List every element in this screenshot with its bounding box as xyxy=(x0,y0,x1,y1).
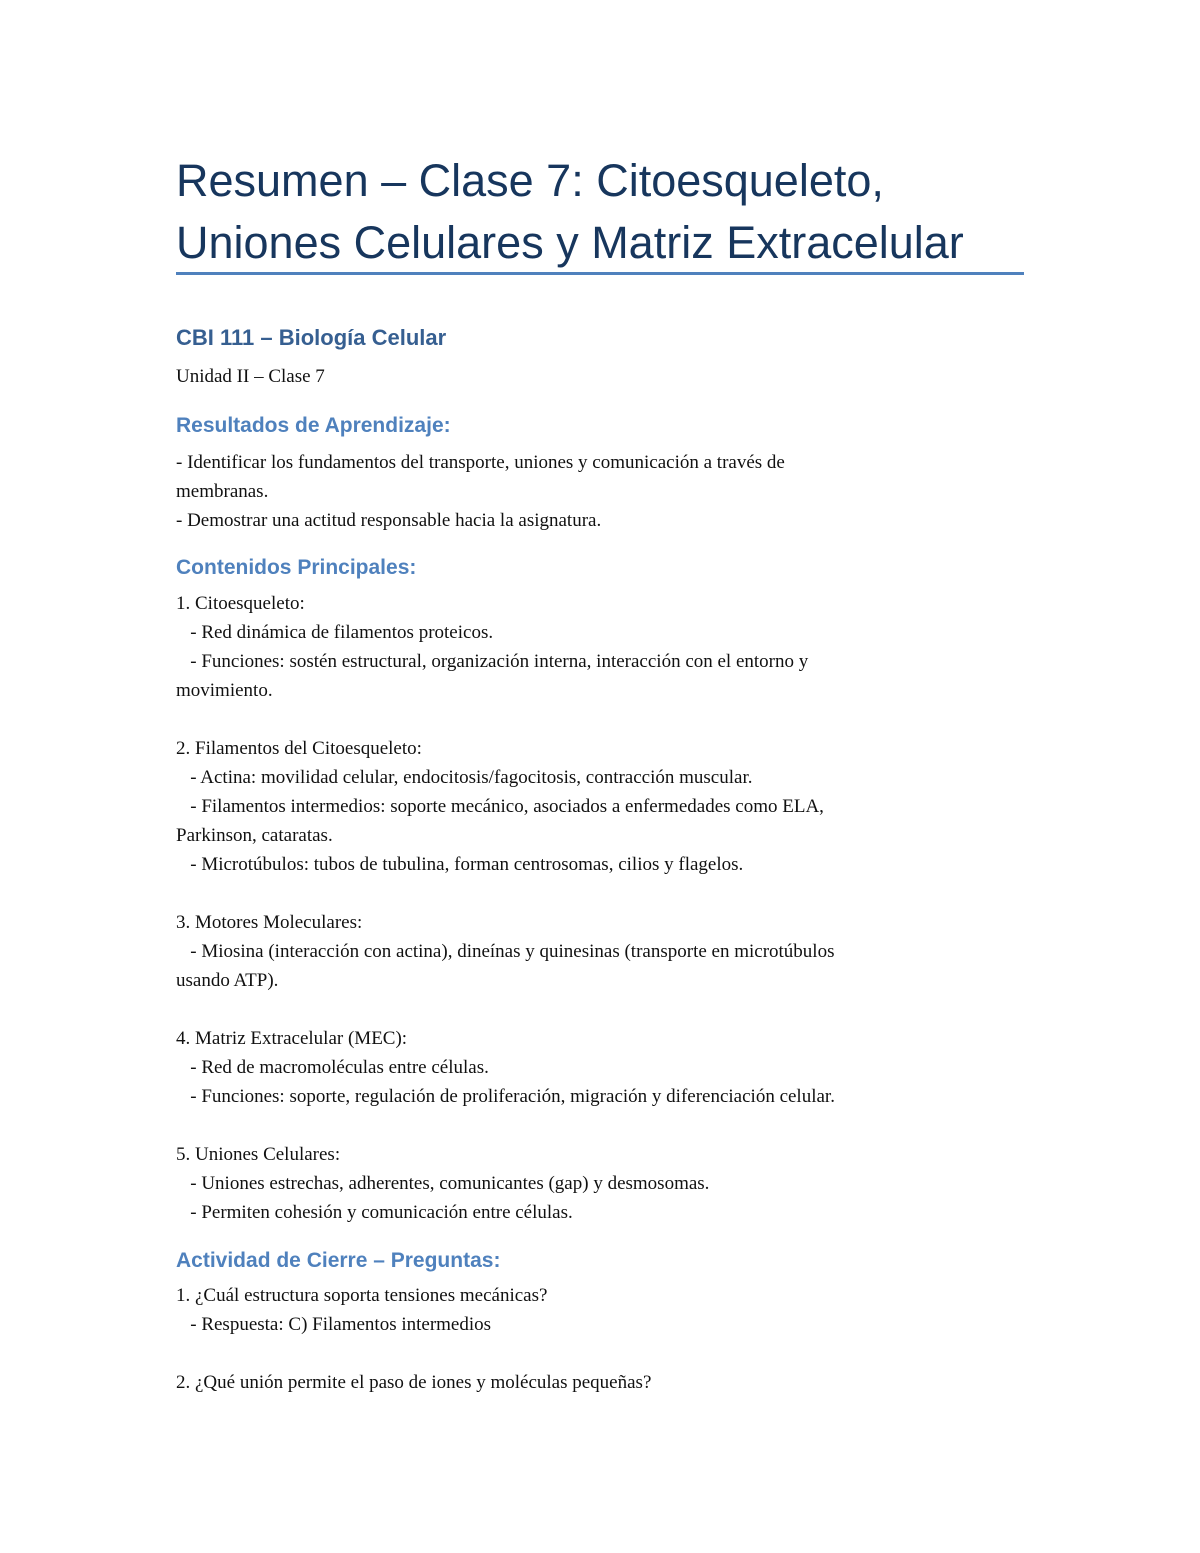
activity-line: 2. ¿Qué unión permite el paso de iones y moléculas pequeñas? xyxy=(176,1372,652,1393)
title-underline xyxy=(176,272,1024,275)
objectives-heading: Resultados de Aprendizaje: xyxy=(176,414,451,437)
course-name: CBI 111 – Biología Celular xyxy=(176,325,447,350)
content-line: - Red de macromoléculas entre células. xyxy=(176,1057,489,1078)
content-line: - Microtúbulos: tubos de tubulina, forman centrosomas, cilios y flagelos. xyxy=(176,854,744,875)
content-line: - Permiten cohesión y comunicación entre células. xyxy=(176,1202,573,1223)
content-line: Parkinson, cataratas. xyxy=(176,825,333,846)
content-line: - Actina: movilidad celular, endocitosis/fagocitosis, contracción muscular. xyxy=(176,767,753,788)
content-line: - Red dinámica de filamentos proteicos. xyxy=(176,622,494,643)
document-title xyxy=(176,150,1056,274)
content-line: usando ATP). xyxy=(176,970,279,991)
content-line: - Funciones: soporte, regulación de proliferación, migración y diferenciación celular. xyxy=(176,1086,835,1107)
content-line: 4. Matriz Extracelular (MEC): xyxy=(176,1028,408,1049)
contents-heading: Contenidos Principales: xyxy=(176,556,417,579)
objective-line: - Identificar los fundamentos del transporte, uniones y comunicación a través de xyxy=(176,452,785,473)
content-line: - Uniones estrechas, adherentes, comunicantes (gap) y desmosomas. xyxy=(176,1173,710,1194)
objective-line: - Demostrar una actitud responsable hacia la asignatura. xyxy=(176,510,602,531)
activity-heading: Actividad de Cierre – Preguntas: xyxy=(176,1249,501,1272)
content-line: 2. Filamentos del Citoesqueleto: xyxy=(176,738,422,759)
content-line: - Funciones: sostén estructural, organización interna, interacción con el entorno y xyxy=(176,651,809,672)
title-line-1: Resumen – Clase 7: Citoesqueleto, xyxy=(176,155,884,206)
content-line: 1. Citoesqueleto: xyxy=(176,593,305,614)
objective-line: membranas. xyxy=(176,481,269,502)
unit-label: Unidad II – Clase 7 xyxy=(176,366,325,387)
activity-line: 1. ¿Cuál estructura soporta tensiones mecánicas? xyxy=(176,1285,548,1306)
content-line: - Filamentos intermedios: soporte mecánico, asociados a enfermedades como ELA, xyxy=(176,796,824,817)
content-line: - Miosina (interacción con actina), dineínas y quinesinas (transporte en microtúbulos xyxy=(176,941,835,962)
content-line: 3. Motores Moleculares: xyxy=(176,912,363,933)
content-line: movimiento. xyxy=(176,680,273,701)
title-line-2: Uniones Celulares y Matriz Extracelular xyxy=(176,217,964,268)
activity-line: - Respuesta: C) Filamentos intermedios xyxy=(176,1314,492,1335)
content-line: 5. Uniones Celulares: xyxy=(176,1144,341,1165)
